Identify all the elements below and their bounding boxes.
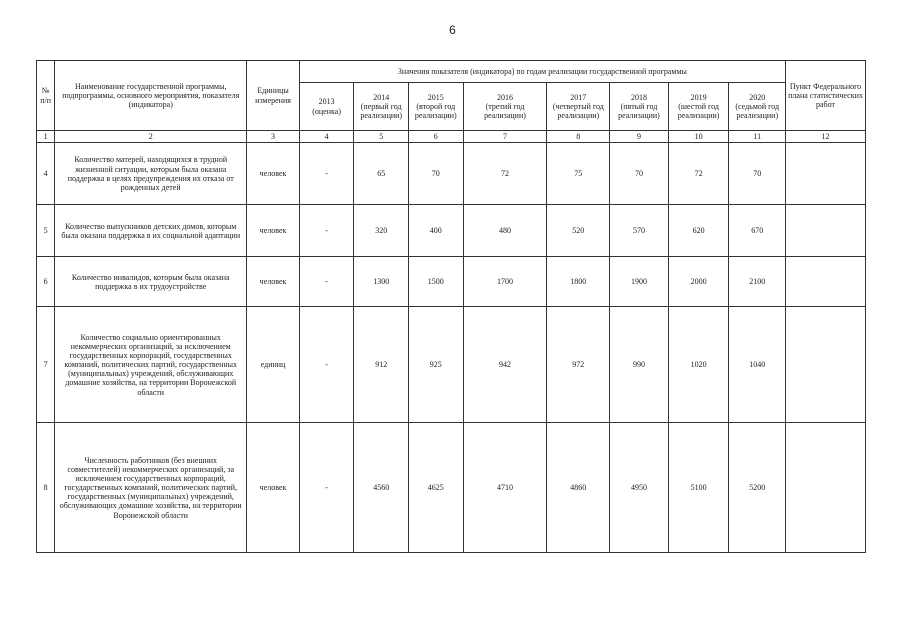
value-cell: 70 — [408, 143, 463, 205]
year-note: (первый год реализации) — [360, 101, 403, 121]
indicator-name: Количество социально ориентированных некоммерческих организаций, за исключением государственных корпораций, государственных компаний, политических партий, государственных (муниципальных) учреждений, обслуживающих домашние хозяйства, на территории Воронежской области — [55, 307, 247, 423]
value-cell: 1800 — [547, 257, 610, 307]
value-cell: 2100 — [729, 257, 786, 307]
header-year-2017 — [547, 83, 610, 131]
header-year-2015 — [408, 83, 463, 131]
value-cell: 4625 — [408, 423, 463, 553]
year-label: 2013 — [318, 97, 335, 107]
value-cell: 4560 — [354, 423, 409, 553]
unit-cell: человек — [247, 143, 300, 205]
value-cell: 912 — [354, 307, 409, 423]
table-row — [37, 205, 866, 257]
table-row — [37, 423, 866, 553]
header-year-2016 — [463, 83, 547, 131]
value-cell: 2000 — [668, 257, 729, 307]
header-years-group: Значения показателя (индикатора) по годам реализации государственной программы — [299, 61, 785, 83]
year-label: 2014 — [373, 92, 390, 102]
value-cell: - — [299, 205, 354, 257]
table-row — [37, 257, 866, 307]
value-cell: 990 — [610, 307, 669, 423]
value-cell: 972 — [547, 307, 610, 423]
row-number: 8 — [37, 423, 55, 553]
column-number: 5 — [354, 131, 409, 143]
row-number: 5 — [37, 205, 55, 257]
value-cell: 5200 — [729, 423, 786, 553]
column-number: 7 — [463, 131, 547, 143]
value-cell: - — [299, 307, 354, 423]
column-number: 3 — [247, 131, 300, 143]
federal-plan-cell — [786, 257, 866, 307]
column-number: 9 — [610, 131, 669, 143]
header-year-2014 — [354, 83, 409, 131]
value-cell: 480 — [463, 205, 547, 257]
year-label: 2019 — [690, 92, 707, 102]
value-cell: 1500 — [408, 257, 463, 307]
unit-cell: единиц — [247, 307, 300, 423]
value-cell: 400 — [408, 205, 463, 257]
indicator-name: Количество матерей, находящихся в трудной жизненной ситуации, которым была оказана поддержка в целях предупреждения их отказа от рожденных детей — [55, 143, 247, 205]
header-year-2018 — [610, 83, 669, 131]
value-cell: - — [299, 143, 354, 205]
value-cell: - — [299, 257, 354, 307]
header-units: Единицы измерения — [247, 61, 300, 131]
value-cell: 570 — [610, 205, 669, 257]
table-row — [37, 143, 866, 205]
header-year-2019 — [668, 83, 729, 131]
year-label: 2020 — [749, 92, 766, 102]
indicator-name: Количество выпускников детских домов, которым была оказана поддержка в их социальной адаптации — [55, 205, 247, 257]
table-row — [37, 307, 866, 423]
indicators-table — [36, 60, 866, 553]
column-number: 4 — [299, 131, 354, 143]
value-cell: 320 — [354, 205, 409, 257]
year-note: (третий год реализации) — [484, 101, 526, 121]
column-number: 10 — [668, 131, 729, 143]
year-note: (второй год реализации) — [414, 101, 457, 121]
row-number: 6 — [37, 257, 55, 307]
column-number: 6 — [408, 131, 463, 143]
unit-cell: человек — [247, 423, 300, 553]
value-cell: 670 — [729, 205, 786, 257]
value-cell: 942 — [463, 307, 547, 423]
header-federal-plan: Пункт Федерального плана статистических работ — [786, 61, 866, 131]
value-cell: 1020 — [668, 307, 729, 423]
value-cell: 72 — [668, 143, 729, 205]
value-cell: 72 — [463, 143, 547, 205]
header-year-2020 — [729, 83, 786, 131]
value-cell: 1040 — [729, 307, 786, 423]
federal-plan-cell — [786, 143, 866, 205]
year-label: 2016 — [497, 92, 514, 102]
page-number: 6 — [449, 23, 456, 37]
federal-plan-cell — [786, 307, 866, 423]
value-cell: 1300 — [354, 257, 409, 307]
row-number: 4 — [37, 143, 55, 205]
value-cell: 70 — [729, 143, 786, 205]
value-cell: 620 — [668, 205, 729, 257]
value-cell: 925 — [408, 307, 463, 423]
year-label: 2017 — [570, 92, 587, 102]
row-number: 7 — [37, 307, 55, 423]
value-cell: 65 — [354, 143, 409, 205]
year-note: (оценка) — [312, 106, 341, 116]
value-cell: 1700 — [463, 257, 547, 307]
year-label: 2015 — [427, 92, 444, 102]
header-year-2013 — [299, 83, 354, 131]
column-number-row — [37, 131, 866, 143]
unit-cell: человек — [247, 205, 300, 257]
indicator-name: Количество инвалидов, которым была оказана поддержка в их трудоустройстве — [55, 257, 247, 307]
value-cell: - — [299, 423, 354, 553]
federal-plan-cell — [786, 423, 866, 553]
column-number: 12 — [786, 131, 866, 143]
value-cell: 4860 — [547, 423, 610, 553]
header-name: Наименование государственной программы, подпрограммы, основного мероприятия, показателя (индикатора) — [55, 61, 247, 131]
value-cell: 520 — [547, 205, 610, 257]
unit-cell: человек — [247, 257, 300, 307]
value-cell: 75 — [547, 143, 610, 205]
value-cell: 4950 — [610, 423, 669, 553]
value-cell: 5100 — [668, 423, 729, 553]
value-cell: 4710 — [463, 423, 547, 553]
column-number: 1 — [37, 131, 55, 143]
value-cell: 1900 — [610, 257, 669, 307]
column-number: 11 — [729, 131, 786, 143]
indicator-name: Численность работников (без внешних совместителей) некоммерческих организаций, за исключением государственных корпораций, государственных компаний, политических партий, государственных (муниципальных) учреждений, обслуживающих домашние хозяйства, на территории Воронежской области — [55, 423, 247, 553]
year-note: (седьмой год реализации) — [735, 101, 780, 121]
column-number: 2 — [55, 131, 247, 143]
year-note: (шестой год реализации) — [677, 101, 720, 121]
year-label: 2018 — [630, 92, 647, 102]
column-number: 8 — [547, 131, 610, 143]
header-num: № п/п — [37, 61, 55, 131]
federal-plan-cell — [786, 205, 866, 257]
year-note: (четвертый год реализации) — [552, 101, 604, 121]
year-note: (пятый год реализации) — [618, 101, 660, 121]
value-cell: 70 — [610, 143, 669, 205]
